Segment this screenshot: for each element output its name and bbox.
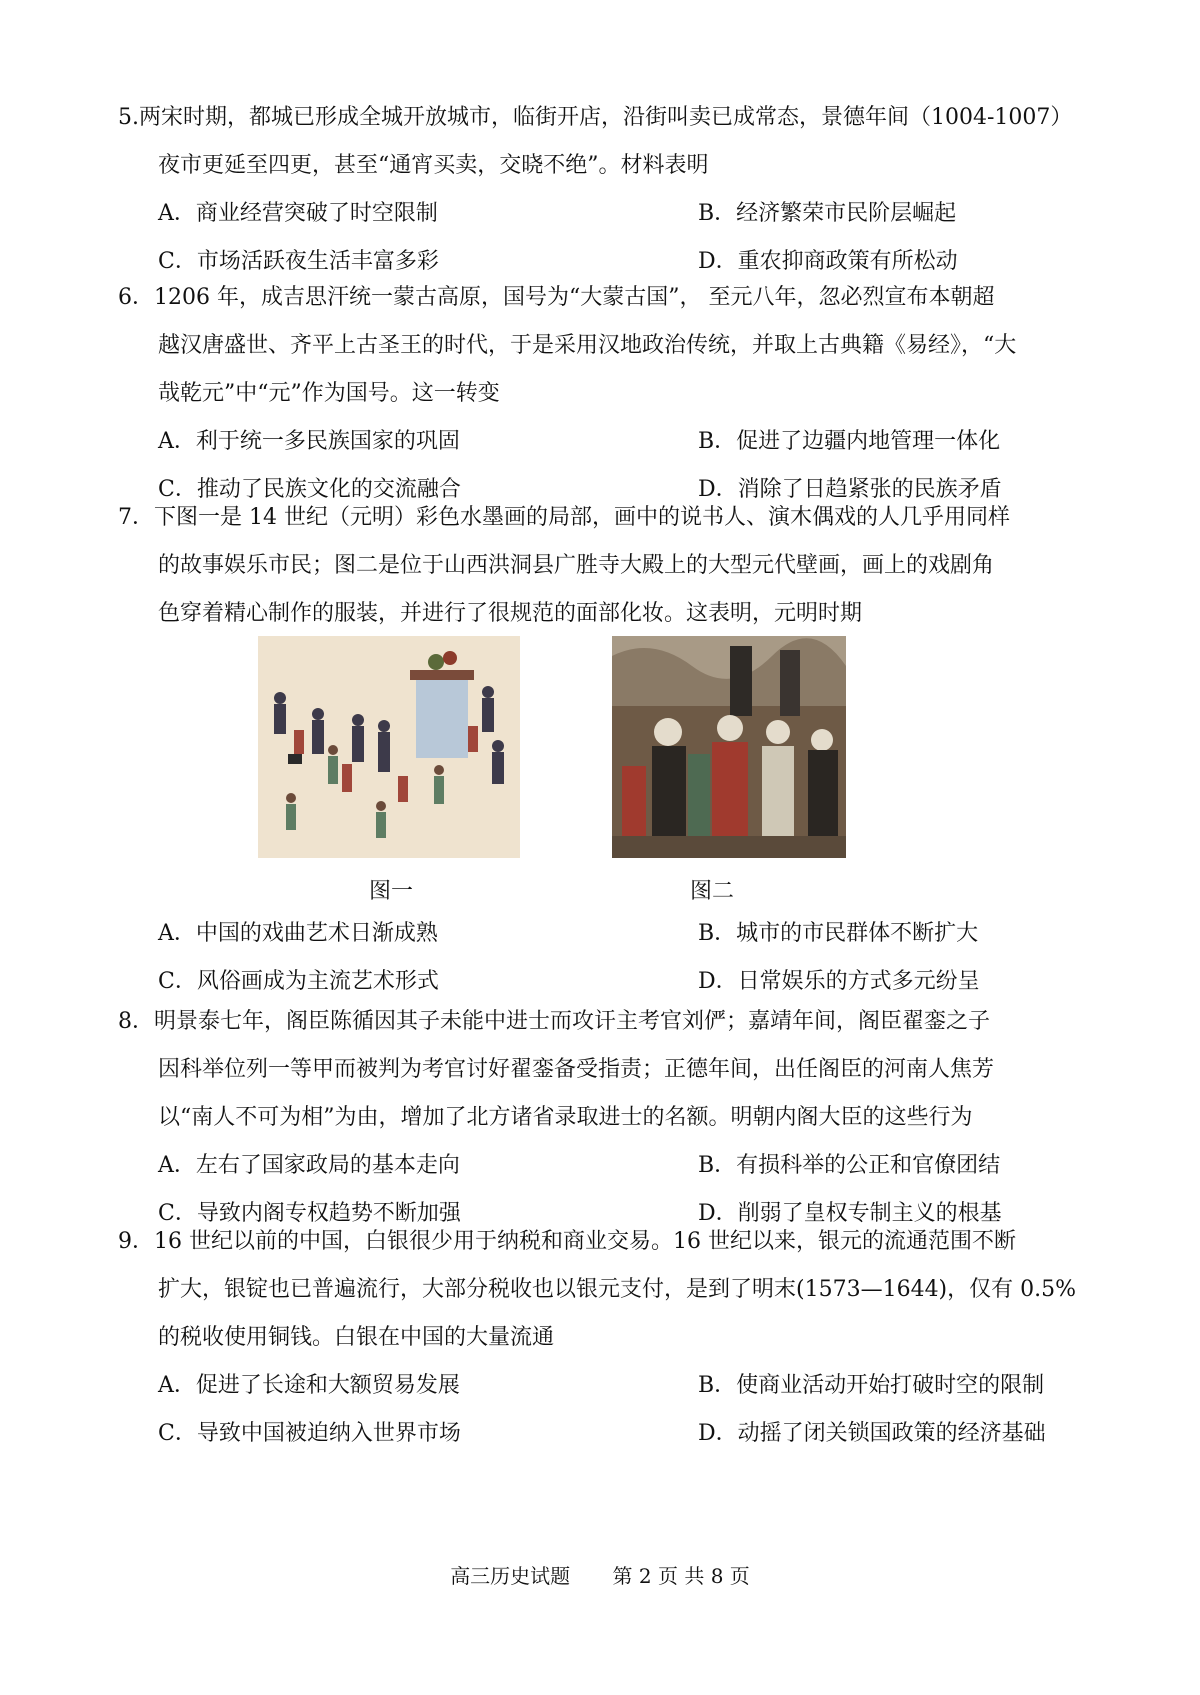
question-text-line: 16 世纪以前的中国，白银很少用于纳税和商业交易。16 世纪以来，银元的流通范围不断 bbox=[154, 1229, 1016, 1254]
question-5-options bbox=[118, 190, 1108, 286]
question-5-stem bbox=[118, 94, 1108, 190]
option-c[interactable]: C．导致中国被迫纳入世界市场 bbox=[158, 1421, 461, 1446]
question-number: 6． bbox=[118, 285, 154, 310]
option-a[interactable]: A．利于统一多民族国家的巩固 bbox=[158, 429, 460, 454]
option-d[interactable]: D．消除了日趋紧张的民族矛盾 bbox=[698, 477, 1002, 502]
question-5 bbox=[118, 94, 1108, 286]
option-a[interactable]: A．商业经营突破了时空限制 bbox=[158, 201, 438, 226]
question-7-options bbox=[118, 910, 1108, 1006]
question-text-line: 扩大，银锭也已普遍流行，大部分税收也以银元支付，是到了明末(1573—1644)，仅有 0.5% bbox=[158, 1277, 1077, 1302]
option-c[interactable]: C．推动了民族文化的交流融合 bbox=[158, 477, 461, 502]
question-text-line: 越汉唐盛世、齐平上古圣王的时代，于是采用汉地政治传统，并取上古典籍《易经》，“大 bbox=[158, 333, 1017, 358]
figure-2-mural bbox=[612, 636, 846, 858]
question-6 bbox=[118, 274, 1108, 514]
page-footer bbox=[0, 1560, 1200, 1589]
option-c[interactable]: C．风俗画成为主流艺术形式 bbox=[158, 969, 439, 994]
option-a[interactable]: A．促进了长途和大额贸易发展 bbox=[158, 1373, 460, 1398]
mural-image bbox=[612, 636, 846, 858]
question-number: 9． bbox=[118, 1229, 154, 1254]
question-text-line: 明景泰七年，阁臣陈循因其子未能中进士而攻讦主考官刘俨；嘉靖年间，阁臣翟銮之子 bbox=[154, 1009, 991, 1034]
option-a[interactable]: A．左右了国家政局的基本走向 bbox=[158, 1153, 460, 1178]
figure-1-painting bbox=[258, 636, 520, 858]
question-number: 5. bbox=[118, 105, 139, 130]
question-text-line: 哉乾元”中“元”作为国号。这一转变 bbox=[158, 381, 500, 406]
option-b[interactable]: B．经济繁荣市民阶层崛起 bbox=[698, 201, 957, 226]
option-b[interactable]: B．有损科举的公正和官僚团结 bbox=[698, 1153, 1001, 1178]
question-7-options-wrap bbox=[118, 910, 1108, 1006]
option-b[interactable]: B．城市的市民群体不断扩大 bbox=[698, 921, 979, 946]
option-c[interactable]: C．导致内阁专权趋势不断加强 bbox=[158, 1201, 461, 1226]
question-text-line: 因科举位列一等甲而被判为考官讨好翟銮备受指责；正德年间，出任阁臣的河南人焦芳 bbox=[158, 1057, 995, 1082]
option-b[interactable]: B．促进了边疆内地管理一体化 bbox=[698, 429, 1001, 454]
question-8 bbox=[118, 998, 1108, 1238]
question-9-stem bbox=[118, 1218, 1108, 1362]
option-a[interactable]: A．中国的戏曲艺术日渐成熟 bbox=[158, 921, 438, 946]
option-d[interactable]: D．动摇了闭关锁国政策的经济基础 bbox=[698, 1421, 1046, 1446]
question-9-options bbox=[118, 1362, 1108, 1458]
footer-page-number: 第 2 页 共 8 页 bbox=[612, 1564, 750, 1588]
question-text-line: 夜市更延至四更，甚至“通宵买卖，交晓不绝”。材料表明 bbox=[158, 153, 709, 178]
question-7 bbox=[118, 494, 1108, 638]
option-d[interactable]: D．重农抑商政策有所松动 bbox=[698, 249, 958, 274]
question-text-line: 的税收使用铜钱。白银在中国的大量流通 bbox=[158, 1325, 555, 1350]
option-d[interactable]: D．削弱了皇权专制主义的根基 bbox=[698, 1201, 1002, 1226]
figure-1-caption: 图一 bbox=[369, 879, 414, 904]
option-d[interactable]: D．日常娱乐的方式多元纷呈 bbox=[698, 969, 980, 994]
question-text-line: 1206 年，成吉思汗统一蒙古高原，国号为“大蒙古国”， 至元八年，忽必烈宣布本朝超 bbox=[154, 285, 995, 310]
option-b[interactable]: B．使商业活动开始打破时空的限制 bbox=[698, 1373, 1045, 1398]
question-text-line: 两宋时期，都城已形成全城开放城市，临街开店，沿街叫卖已成常态，景德年间（1004-1007） bbox=[139, 105, 1073, 130]
figure-2-caption: 图二 bbox=[690, 879, 735, 904]
question-text-line: 下图一是 14 世纪（元明）彩色水墨画的局部，画中的说书人、演木偶戏的人几乎用同样 bbox=[154, 505, 1010, 530]
question-text-line: 的故事娱乐市民；图二是位于山西洪洞县广胜寺大殿上的大型元代壁画，画上的戏剧角 bbox=[158, 553, 995, 578]
scroll-painting-image bbox=[258, 636, 520, 858]
question-number: 7． bbox=[118, 505, 154, 530]
question-text-line: 以“南人不可为相”为由，增加了北方诸省录取进士的名额。明朝内阁大臣的这些行为 bbox=[158, 1105, 973, 1130]
question-9 bbox=[118, 1218, 1108, 1458]
question-number: 8． bbox=[118, 1009, 154, 1034]
question-8-stem bbox=[118, 998, 1108, 1142]
footer-subject: 高三历史试题 bbox=[450, 1564, 571, 1588]
question-text-line: 色穿着精心制作的服装，并进行了很规范的面部化妆。这表明，元明时期 bbox=[158, 601, 863, 626]
question-6-stem bbox=[118, 274, 1108, 418]
option-c[interactable]: C．市场活跃夜生活丰富多彩 bbox=[158, 249, 439, 274]
question-7-stem bbox=[118, 494, 1108, 638]
